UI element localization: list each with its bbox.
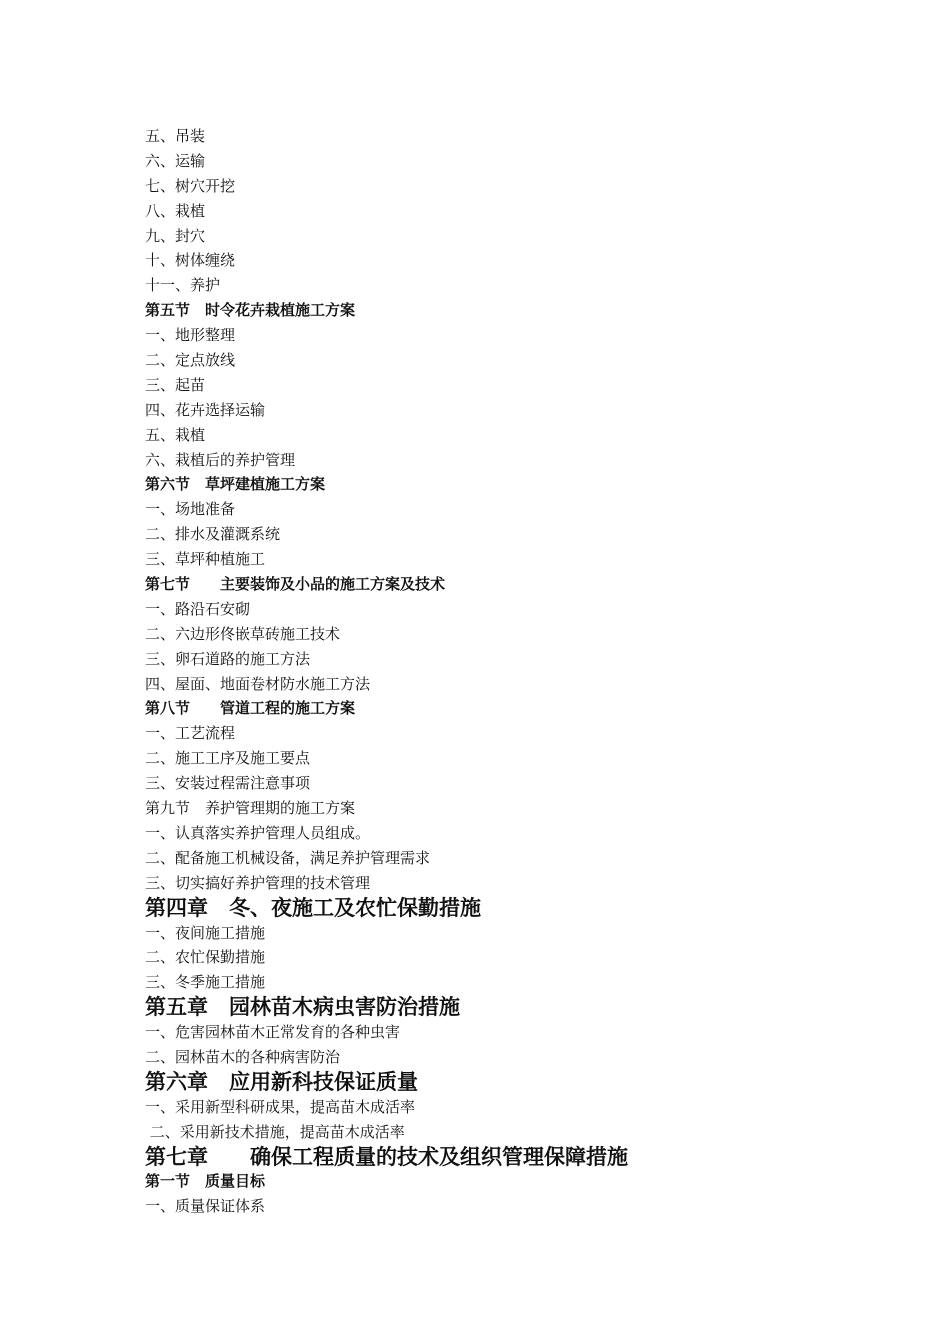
toc-item: 二、采用新技术措施，提高苗木成活率 (145, 1122, 405, 1141)
toc-item: 三、卵石道路的施工方法 (145, 649, 311, 668)
toc-item: 三、草坪种植施工 (145, 550, 266, 569)
toc-item: 十一、养护 (145, 276, 221, 295)
toc-item: 九、封穴 (145, 226, 206, 245)
section-heading: 第一节 质量目标 (145, 1172, 266, 1191)
section-heading: 第八节 管道工程的施工方案 (145, 699, 356, 718)
toc-item: 二、排水及灌溉系统 (145, 525, 281, 544)
toc-item: 三、起苗 (145, 375, 206, 394)
toc-item: 五、吊装 (145, 127, 206, 145)
toc-item: 一、质量保证体系 (145, 1197, 266, 1216)
toc-item: 二、园林苗木的各种病害防治 (145, 1047, 341, 1066)
section-heading: 第九节 养护管理期的施工方案 (145, 799, 356, 818)
toc-item: 一、夜间施工措施 (145, 923, 266, 942)
toc-item: 三、冬季施工措施 (145, 973, 266, 992)
section-heading: 第六节 草坪建植施工方案 (145, 475, 326, 494)
toc-item: 五、栽植 (145, 425, 206, 444)
section-heading: 第七节 主要装饰及小品的施工方案及技术 (145, 575, 446, 594)
toc-item: 一、认真落实养护管理人员组成。 (145, 823, 371, 842)
chapter-heading: 第六章 应用新科技保证质量 (145, 1069, 418, 1094)
toc-item: 一、地形整理 (145, 326, 236, 345)
toc-item: 四、屋面、地面卷材防水施工方法 (145, 674, 371, 693)
toc-item: 一、工艺流程 (145, 724, 236, 743)
chapter-heading: 第四章 冬、夜施工及农忙保勤措施 (145, 895, 481, 920)
table-of-contents (145, 124, 885, 1219)
toc-item: 三、安装过程需注意事项 (145, 774, 311, 793)
section-heading: 第五节 时令花卉栽植施工方案 (145, 301, 356, 320)
toc-item: 八、栽植 (145, 201, 206, 220)
toc-item: 一、场地准备 (145, 500, 236, 519)
toc-item: 三、切实搞好养护管理的技术管理 (145, 873, 371, 892)
toc-item: 一、危害园林苗木正常发育的各种虫害 (145, 1023, 401, 1042)
toc-item: 七、树穴开挖 (145, 176, 236, 195)
chapter-heading: 第五章 园林苗木病虫害防治措施 (145, 995, 460, 1020)
toc-item: 二、农忙保勤措施 (145, 948, 266, 967)
toc-item: 六、运输 (145, 151, 206, 170)
chapter-heading: 第七章 确保工程质量的技术及组织管理保障措施 (145, 1144, 628, 1169)
toc-item: 一、采用新型科研成果，提高苗木成活率 (145, 1097, 416, 1116)
toc-item: 二、施工工序及施工要点 (145, 749, 311, 768)
toc-item: 十、树体缠绕 (145, 251, 236, 270)
toc-item: 二、六边形佟嵌草砖施工技术 (145, 624, 341, 643)
toc-item: 四、花卉选择运输 (145, 400, 266, 419)
toc-item: 二、配备施工机械设备，满足养护管理需求 (145, 848, 431, 867)
toc-item: 六、栽植后的养护管理 (145, 450, 296, 469)
toc-item: 一、路沿石安砌 (145, 599, 251, 618)
toc-item: 二、定点放线 (145, 351, 236, 370)
